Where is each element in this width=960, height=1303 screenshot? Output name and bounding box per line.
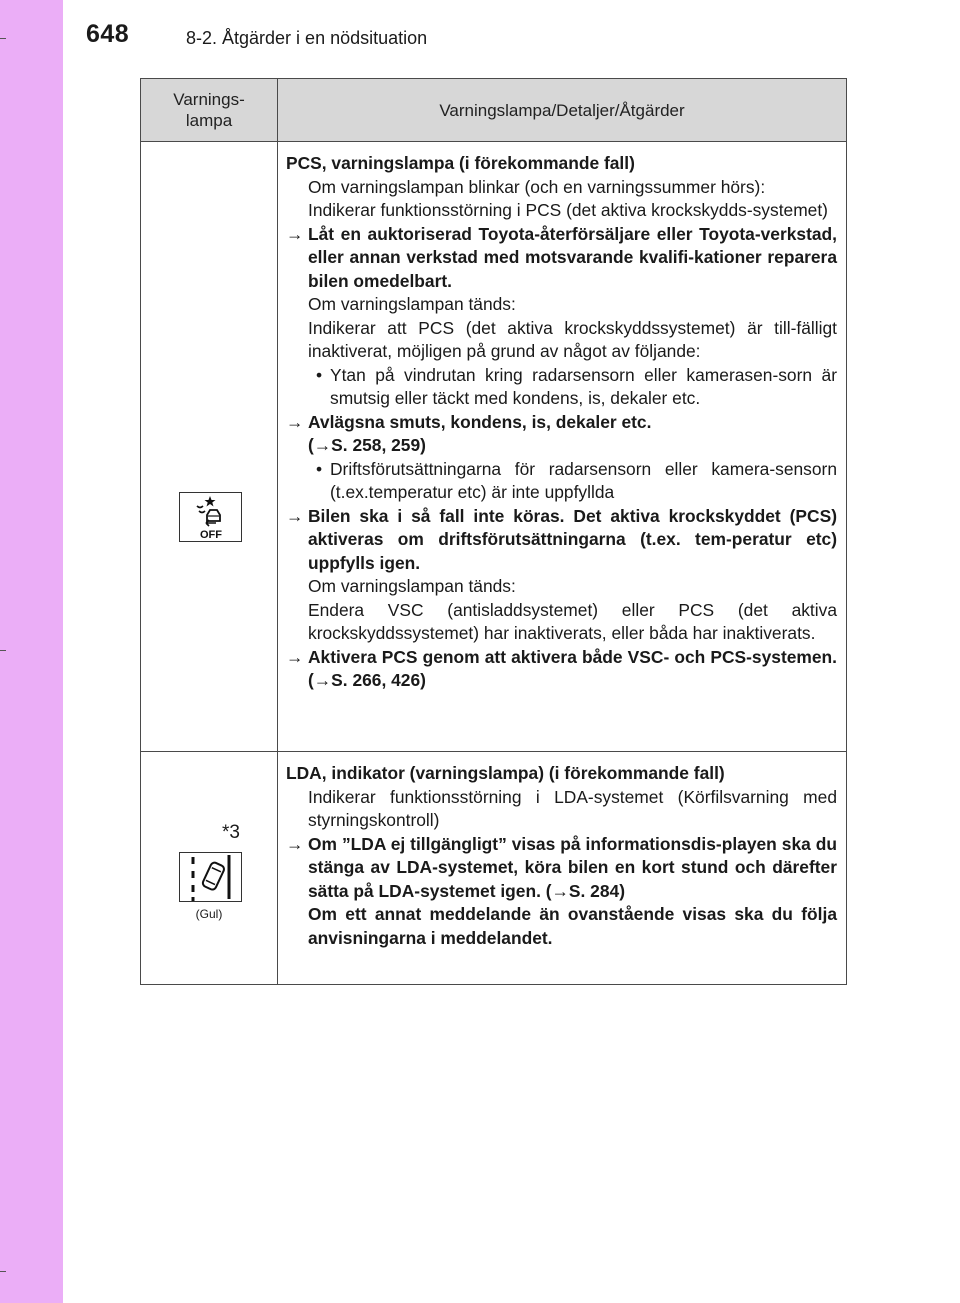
arrow-icon: → <box>286 646 304 667</box>
pcs-condition-lit-1: Om varningslampan tänds: <box>308 294 516 314</box>
pcs-meaning-1: Indikerar funktionsstörning i PCS (det aktiva krockskydds-systemet) <box>308 200 828 220</box>
footnote-mark: *3 <box>222 822 240 843</box>
lda-action-1: → Om ”LDA ej tillgängligt” visas på informationsdis-playen ska du stänga av LDA-systemet, köra bilen en kort stund och därefter sätta på LDA-systemet igen. (→S. 284) <box>286 833 837 904</box>
pcs-meaning-3: Endera VSC (antisladdsystemet) eller PCS (det aktiva krockskyddssystemet) har inaktiverats, eller båda har inaktiverats. <box>308 599 837 643</box>
pcs-action-1: → Låt en auktoriserad Toyota-återförsäljare eller Toyota-verkstad, eller annan verkstad med motsvarande kvalifi-kationer reparera bilen omedelbart. <box>286 223 837 294</box>
pcs-details <box>278 142 846 751</box>
pcs-bullet-2: • Driftsförutsättningarna för radarsensorn eller kamera-sensorn (t.ex.temperatur etc) är inte uppfyllda <box>308 458 837 505</box>
pcs-condition-blink: Om varningslampan blinkar (och en varningssummer hörs): <box>308 176 766 197</box>
margin-tick <box>0 38 6 39</box>
table-header <box>141 79 846 142</box>
pcs-action-2: → Avlägsna smuts, kondens, is, dekaler etc. <box>286 411 837 435</box>
icon-cell <box>141 142 278 751</box>
page-number: 648 <box>86 20 130 48</box>
section-title: 8-2. Åtgärder i en nödsituation <box>186 28 428 48</box>
lda-details <box>278 752 846 984</box>
margin-tick <box>0 1271 6 1272</box>
arrow-icon: → <box>286 223 304 244</box>
lda-action-2: Om ett annat meddelande än ovanstående visas ska du följa anvisningarna i meddelandet. <box>308 904 837 948</box>
page-side-tab <box>0 0 63 1303</box>
color-note: (Gul) <box>195 907 223 921</box>
pcs-icon-off-label: OFF <box>200 529 222 541</box>
pcs-title: PCS, varningslampa (i förekommande fall) <box>286 153 635 173</box>
pcs-bullet-1: • Ytan på vindrutan kring radarsensorn eller kamerasen-sorn är smutsig eller täckt med kondens, is, dekaler etc. <box>308 364 837 411</box>
arrow-icon: → <box>286 411 304 432</box>
lda-title: LDA, indikator (varningslampa) (i förekommande fall) <box>286 763 725 783</box>
arrow-icon: → <box>286 505 304 526</box>
table-row <box>141 142 846 752</box>
lda-lane-departure-icon <box>179 852 242 902</box>
lda-meaning: Indikerar funktionsstörning i LDA-systemet (Körfilsvarning med styrningskontroll) <box>308 786 837 830</box>
warning-light-table <box>140 78 847 985</box>
icon-cell <box>141 752 278 984</box>
arrow-icon: → <box>286 833 304 854</box>
header-warning-lamp: Varnings- lampa <box>141 79 278 141</box>
bullet-icon: • <box>315 364 323 385</box>
pcs-action-2-ref: (→S. 258, 259) <box>308 435 426 455</box>
pcs-action-3: → Bilen ska i så fall inte köras. Det aktiva krockskyddet (PCS) aktiveras om driftsförutsättningarna (t.ex. tem-peratur etc) uppfylls igen. <box>286 505 837 576</box>
pcs-meaning-2: Indikerar att PCS (det aktiva krockskyddssystemet) är till-fälligt inaktiverat, möjligen på grund av något av följande: <box>308 317 837 361</box>
pcs-condition-lit-2: Om varningslampan tänds: <box>308 576 516 596</box>
margin-tick <box>0 650 6 651</box>
header-details: Varningslampa/Detaljer/Åtgärder <box>439 100 685 120</box>
table-row <box>141 752 846 984</box>
pcs-off-warning-icon <box>179 492 242 542</box>
pcs-action-4: → Aktivera PCS genom att aktivera både VSC- och PCS-systemen. (→S. 266, 426) <box>286 646 837 693</box>
bullet-icon: • <box>315 458 323 479</box>
